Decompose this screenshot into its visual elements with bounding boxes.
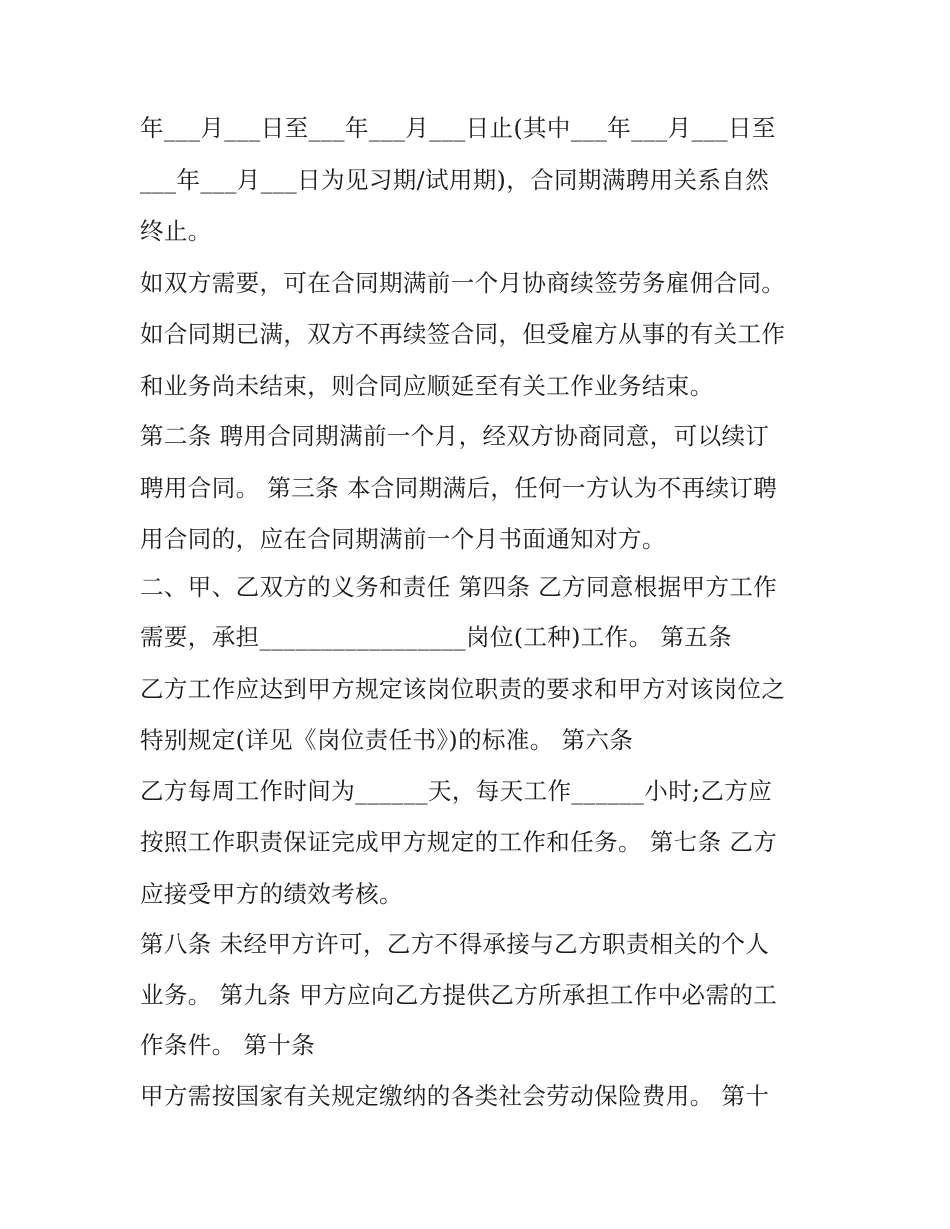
text-line: 如双方需要，可在合同期满前一个月协商续签劳务雇佣合同。 <box>140 269 786 297</box>
text-line: 乙方每周工作时间为______天，每天工作______小时;乙方应 <box>140 777 773 805</box>
text-line: 特别规定(详见《岗位责任书》)的标准。 第六条 <box>140 726 634 754</box>
text-line: 终止。 <box>140 217 212 245</box>
text-line: 年___月___日至___年___月___日止(其中___年___月___日至 <box>140 114 776 142</box>
text-line: 业务。 第九条 甲方应向乙方提供乙方所承担工作中必需的工 <box>140 981 778 1009</box>
text-line: 作条件。 第十条 <box>140 1031 316 1059</box>
text-line: 乙方工作应达到甲方规定该岗位职责的要求和甲方对该岗位之 <box>140 675 786 703</box>
text-line: 第八条 未经甲方许可，乙方不得承接与乙方职责相关的个人 <box>140 930 770 958</box>
text-line: 第二条 聘用合同期满前一个月，经双方协商同意，可以续订 <box>140 422 770 450</box>
text-line: 按照工作职责保证完成甲方规定的工作和任务。 第七条 乙方 <box>140 828 778 856</box>
text-line: 需要，承担_________________岗位(工种)工作。 第五条 <box>140 623 733 651</box>
text-line: 和业务尚未结束，则合同应顺延至有关工作业务结束。 <box>140 372 714 400</box>
text-line: 甲方需按国家有关规定缴纳的各类社会劳动保险费用。 第十 <box>140 1082 770 1110</box>
text-line: ___年___月___日为见习期/试用期)，合同期满聘用关系自然 <box>140 166 770 194</box>
text-line: 二、甲、乙双方的义务和责任 第四条 乙方同意根据甲方工作 <box>140 573 778 601</box>
text-line: 应接受甲方的绩效考核。 <box>140 880 403 908</box>
text-line: 用合同的，应在合同期满前一个月书面通知对方。 <box>140 525 666 553</box>
text-line: 聘用合同。 第三条 本合同期满后，任何一方认为不再续订聘 <box>140 474 778 502</box>
text-line: 如合同期已满，双方不再续签合同，但受雇方从事的有关工作 <box>140 320 786 348</box>
